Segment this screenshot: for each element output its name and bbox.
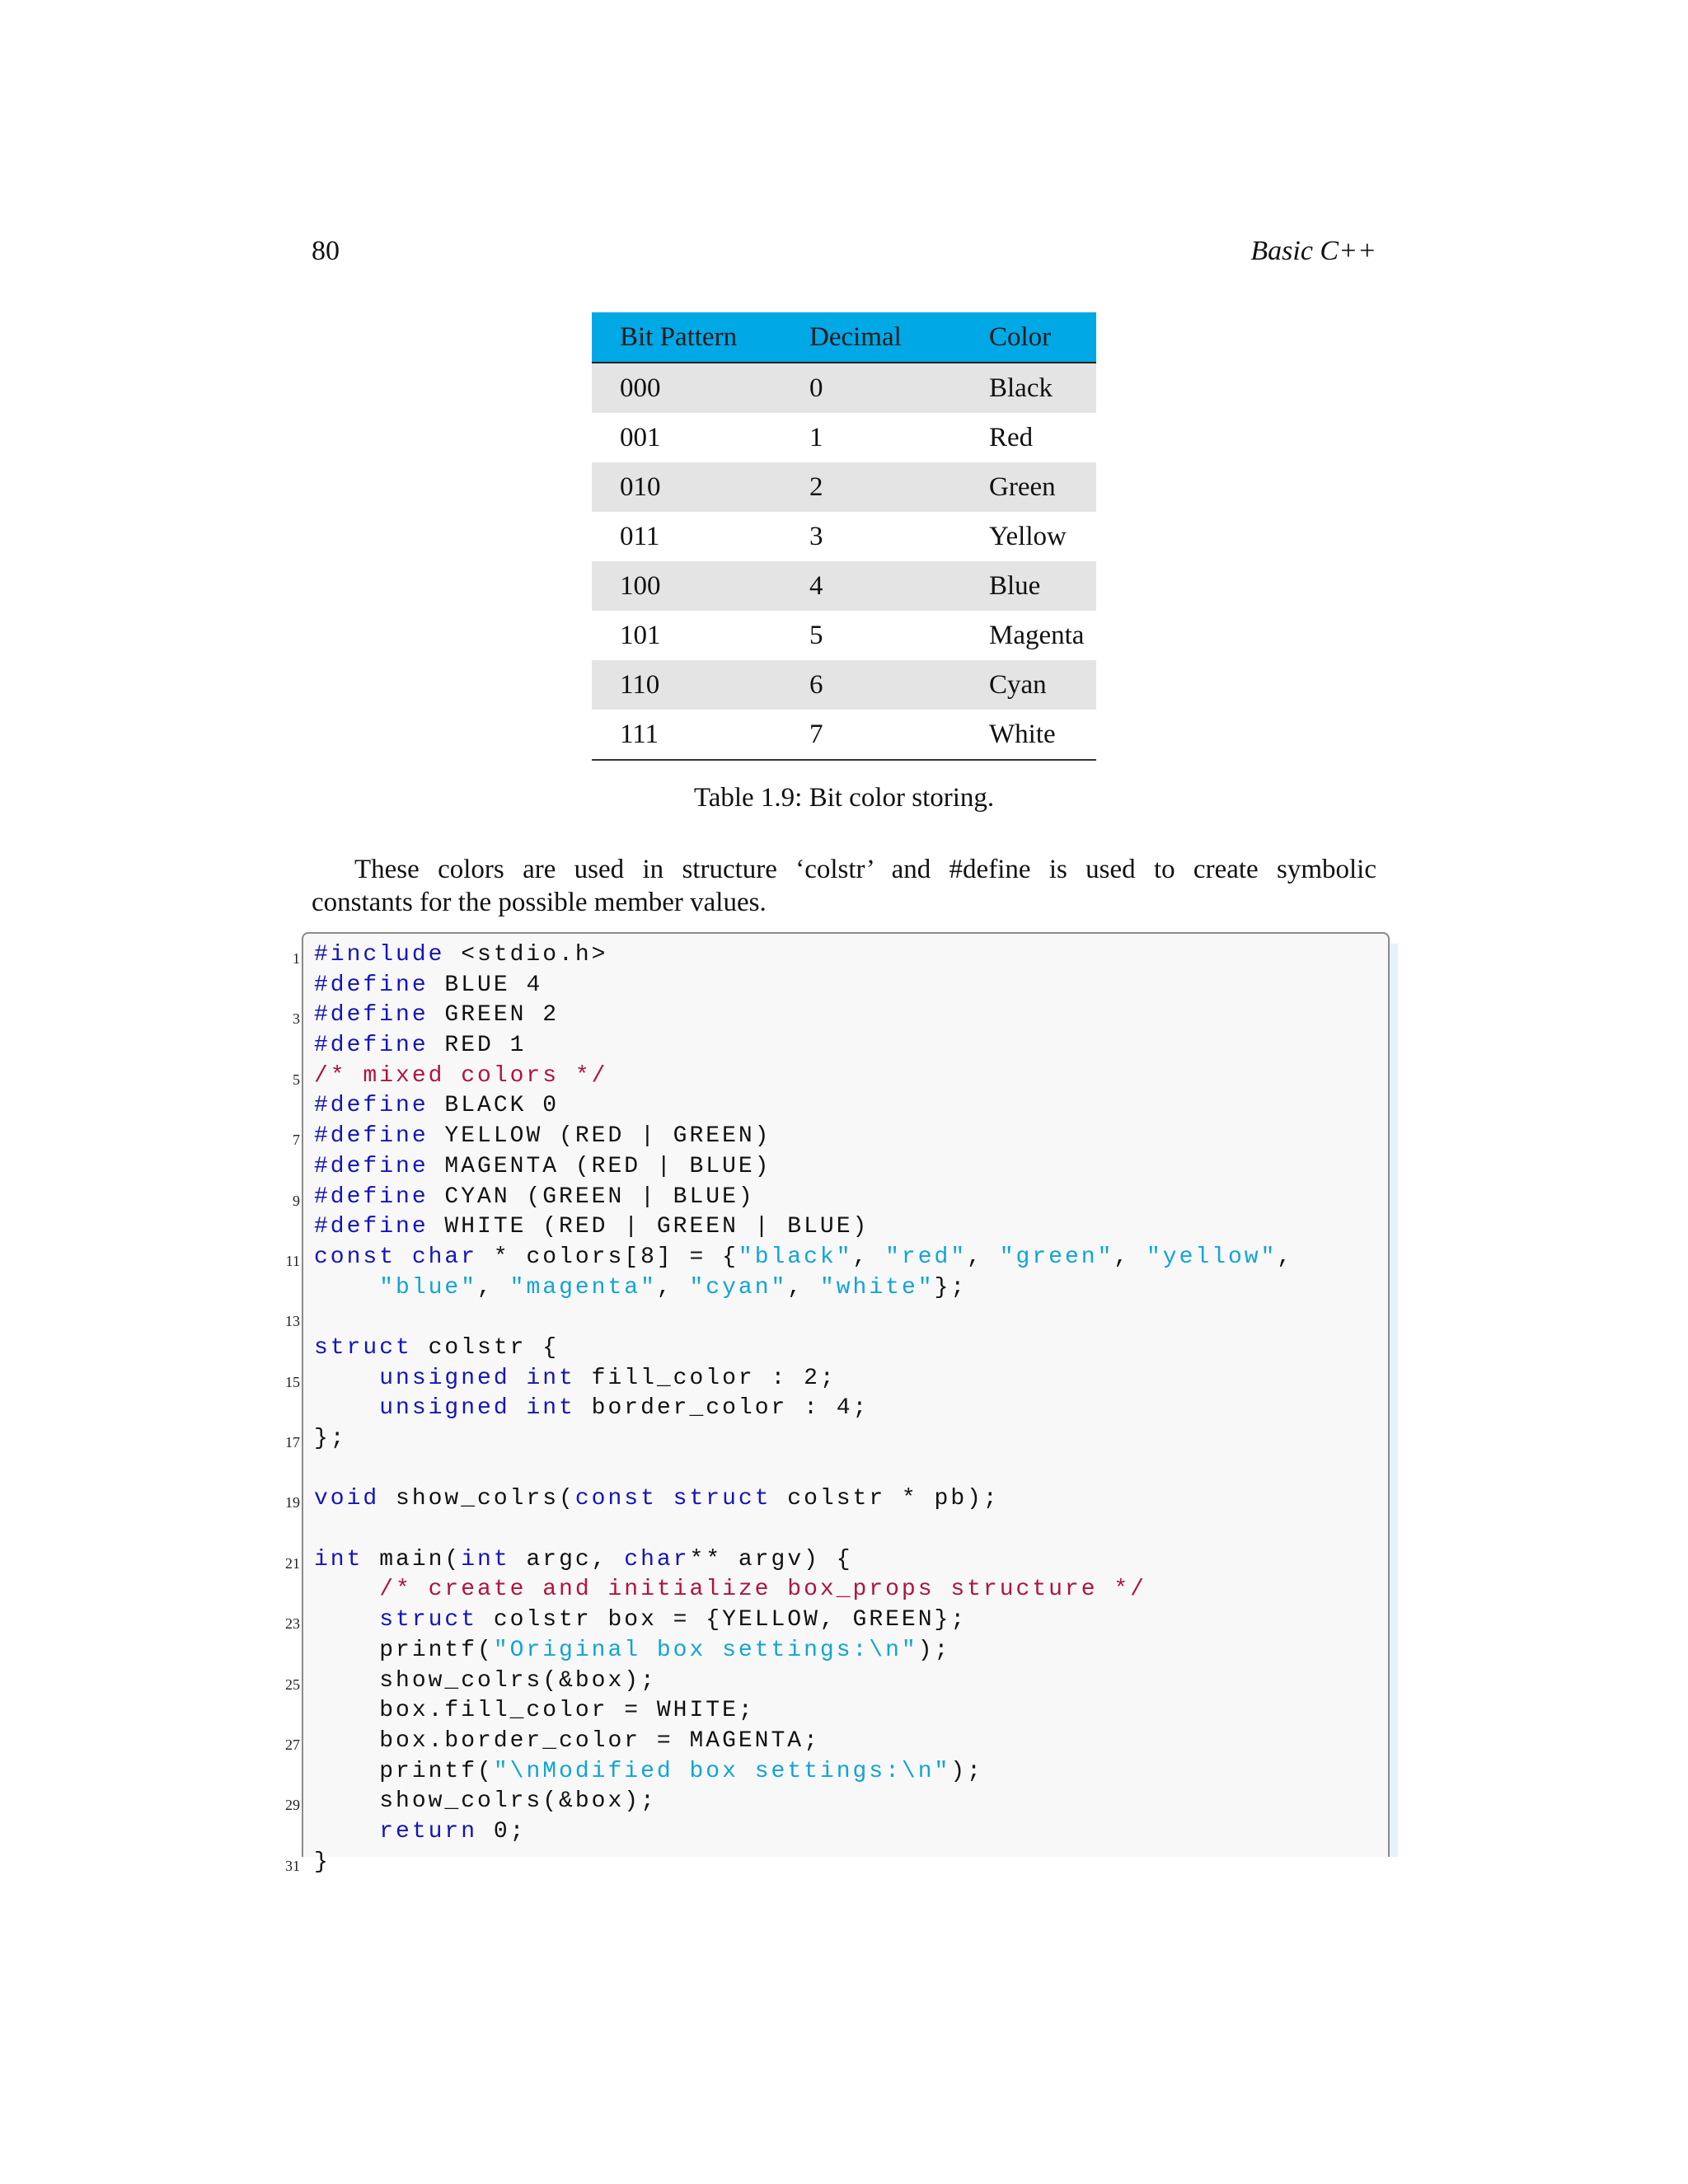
code-line	[285, 1848, 1293, 1878]
table-row	[592, 462, 1096, 512]
code-string: "green"	[999, 1244, 1114, 1270]
table-row	[592, 363, 1096, 413]
code-text: BLACK 0	[428, 1093, 560, 1119]
code-text: ,	[1114, 1244, 1146, 1270]
code-keyword: #define	[314, 1214, 429, 1240]
line-number: 9	[293, 1192, 300, 1209]
code-text: colstr {	[411, 1334, 560, 1361]
code-line	[293, 1122, 1293, 1152]
code-keyword: #define	[314, 1093, 429, 1119]
code-keyword: struct	[379, 1607, 478, 1633]
code-keyword: const	[314, 1244, 396, 1270]
code-text: fill_color : 2;	[574, 1365, 837, 1391]
code-text: ** argv) {	[689, 1546, 853, 1572]
code-line	[314, 1273, 1293, 1304]
table-cell: Green	[961, 462, 1096, 512]
code-text: argc,	[509, 1546, 625, 1572]
code-string: "Original box settings:\n"	[493, 1637, 918, 1663]
code-text: RED 1	[428, 1033, 527, 1059]
table-cell: 3	[809, 521, 823, 551]
code-string: "white"	[819, 1274, 935, 1301]
code-line	[314, 971, 1293, 1001]
code-keyword: int	[461, 1546, 510, 1572]
code-line	[285, 1484, 1293, 1515]
line-number: 27	[285, 1736, 300, 1753]
table-row	[592, 561, 1096, 611]
table-cell: 6	[781, 660, 961, 710]
page-header	[312, 236, 1376, 267]
code-line	[285, 1424, 1293, 1455]
code-line	[314, 1394, 1293, 1424]
bit-color-table	[592, 312, 1096, 761]
code-text: );	[950, 1758, 983, 1784]
code-string: "magenta"	[509, 1274, 657, 1301]
table-row	[592, 512, 1096, 561]
code-line	[314, 1757, 1293, 1788]
code-keyword: struct	[314, 1334, 412, 1361]
code-text: GREEN 2	[428, 1002, 560, 1029]
code-keyword: #define	[314, 972, 429, 998]
code-text: WHITE (RED | GREEN | BLUE)	[428, 1214, 870, 1240]
code-text: show_colrs(	[379, 1486, 575, 1512]
code-text: 0;	[477, 1818, 527, 1844]
code-text: };	[934, 1274, 968, 1301]
line-number: 17	[285, 1434, 300, 1451]
code-text: box.border_color = MAGENTA;	[314, 1727, 820, 1754]
column-header-color: Color	[961, 312, 1096, 363]
code-line	[285, 1727, 1293, 1757]
code-text: }	[314, 1849, 331, 1875]
code-keyword: return	[379, 1818, 478, 1844]
table-caption: Table 1.9: Bit color storing.	[693, 783, 995, 813]
code-text	[314, 1607, 379, 1633]
code-text: ,	[1277, 1244, 1294, 1270]
table-cell: 7	[781, 710, 961, 760]
line-number: 3	[293, 1010, 300, 1028]
table-cell: 000	[592, 363, 781, 413]
table-cell: 101	[620, 620, 661, 650]
table-cell: 011	[620, 521, 660, 551]
table-cell: 010	[592, 462, 781, 512]
code-string: "red"	[885, 1244, 968, 1270]
column-header-bit-pattern: Bit Pattern	[592, 312, 781, 363]
code-line	[285, 1605, 1293, 1636]
table-cell: 110	[592, 660, 781, 710]
code-text: BLUE 4	[428, 972, 543, 998]
code-keyword: int	[314, 1546, 363, 1572]
table-cell: 1	[809, 422, 823, 452]
code-text: main(	[363, 1546, 462, 1572]
code-line	[314, 1091, 1293, 1122]
code-text: CYAN (GREEN | BLUE)	[428, 1183, 755, 1210]
table-row	[592, 710, 1096, 760]
table-cell: Magenta	[989, 620, 1085, 650]
line-number: 13	[285, 1313, 300, 1330]
code-keyword: #define	[314, 1153, 429, 1179]
code-line	[314, 1575, 1293, 1605]
code-text: MAGENTA (RED | BLUE)	[428, 1153, 771, 1179]
code-text: colstr * pb);	[771, 1486, 1000, 1512]
line-number: 15	[285, 1373, 300, 1390]
code-text	[396, 1244, 412, 1270]
code-comment: /* create and initialize box_props structure */	[379, 1577, 1146, 1603]
code-line	[314, 1212, 1293, 1243]
code-keyword: #define	[314, 1033, 429, 1059]
column-header-decimal: Decimal	[781, 312, 961, 363]
code-line	[314, 1636, 1293, 1666]
code-text: show_colrs(&box);	[314, 1788, 657, 1815]
code-keyword: void	[314, 1486, 380, 1512]
code-listing	[285, 940, 1294, 1877]
code-keyword: #define	[314, 1183, 429, 1210]
code-string: "cyan"	[689, 1274, 788, 1301]
code-keyword: char	[624, 1546, 690, 1572]
table-cell: 2	[781, 462, 961, 512]
code-text	[314, 1366, 379, 1391]
code-keyword: #define	[314, 1123, 429, 1150]
code-text	[314, 1577, 379, 1602]
table-cell: 5	[809, 620, 823, 650]
code-keyword: unsigned int	[379, 1395, 575, 1422]
line-number: 19	[285, 1494, 300, 1511]
code-text	[314, 1395, 379, 1421]
code-line	[285, 1787, 1293, 1817]
code-line	[314, 1515, 1293, 1545]
code-line	[314, 1455, 1293, 1485]
code-text	[314, 1275, 379, 1301]
code-keyword: unsigned int	[379, 1365, 575, 1391]
code-string: "\nModified box settings:\n"	[493, 1758, 951, 1784]
table-cell: Blue	[961, 561, 1096, 611]
code-line	[314, 1031, 1293, 1062]
code-text: };	[314, 1426, 347, 1451]
code-line	[293, 940, 1293, 971]
code-text: show_colrs(&box);	[314, 1667, 657, 1694]
line-number: 5	[293, 1071, 300, 1088]
code-keyword: char	[411, 1244, 478, 1270]
line-number: 23	[285, 1615, 300, 1633]
code-text: YELLOW (RED | GREEN)	[428, 1123, 771, 1150]
code-line	[293, 1001, 1293, 1031]
line-number: 31	[285, 1857, 300, 1874]
table-row	[592, 660, 1096, 710]
code-text: printf(	[314, 1637, 494, 1663]
table-cell: Red	[989, 422, 1034, 452]
code-line	[314, 1333, 1293, 1364]
code-line	[314, 1152, 1293, 1183]
line-number: 1	[293, 950, 300, 967]
page-number: 80	[312, 236, 340, 266]
line-number: 25	[285, 1675, 300, 1693]
line-number: 21	[285, 1554, 300, 1572]
table-cell: White	[961, 710, 1096, 760]
line-number: 29	[285, 1797, 300, 1814]
paragraph-line: constants for the possible member values.	[312, 888, 767, 917]
code-keyword: #include	[314, 942, 445, 968]
table-cell: Yellow	[989, 521, 1067, 551]
table-row	[592, 413, 1096, 462]
code-text: ,	[656, 1274, 690, 1301]
code-keyword: const struct	[574, 1486, 771, 1512]
code-text: box.fill_color = WHITE;	[314, 1698, 755, 1724]
running-title: Basic C++	[1250, 236, 1376, 266]
code-string: "black"	[738, 1244, 853, 1270]
code-keyword: #define	[314, 1002, 429, 1029]
code-text: ,	[967, 1244, 1000, 1270]
code-line	[293, 1062, 1293, 1092]
line-number: 11	[285, 1252, 300, 1269]
code-line	[285, 1243, 1294, 1273]
code-line	[293, 1183, 1293, 1213]
code-string: "blue"	[379, 1274, 478, 1301]
code-line	[285, 1303, 1293, 1333]
code-text: colstr box = {YELLOW, GREEN};	[477, 1607, 968, 1633]
table-cell: 0	[781, 363, 961, 413]
paragraph-line: These colors are used in structure ‘colstr’ and #define is used to create symbolic	[354, 855, 1376, 884]
code-line	[314, 1817, 1293, 1848]
code-text: printf(	[314, 1758, 494, 1784]
code-text: border_color : 4;	[574, 1395, 870, 1422]
code-text: ,	[852, 1244, 886, 1270]
code-comment: /* mixed colors */	[314, 1062, 608, 1089]
code-line	[285, 1364, 1293, 1394]
table-cell: Black	[961, 363, 1096, 413]
code-text: * colors[8] = {	[477, 1244, 738, 1270]
table-row	[592, 611, 1096, 660]
code-text: ,	[787, 1274, 820, 1301]
table-cell: 001	[620, 422, 661, 452]
table-header-row	[592, 312, 1096, 363]
table-cell: Cyan	[961, 660, 1096, 710]
code-line	[285, 1666, 1293, 1697]
body-paragraph	[312, 853, 1376, 919]
table-cell: 111	[592, 710, 781, 760]
code-text	[314, 1819, 379, 1844]
code-line	[314, 1696, 1293, 1727]
code-text: ,	[477, 1274, 510, 1301]
code-text: );	[917, 1637, 951, 1663]
code-line	[285, 1545, 1293, 1576]
line-number: 7	[293, 1132, 300, 1149]
code-string: "yellow"	[1146, 1244, 1278, 1270]
code-text: <stdio.h>	[444, 942, 608, 968]
table-cell: 4	[781, 561, 961, 611]
table-cell: 100	[592, 561, 781, 611]
